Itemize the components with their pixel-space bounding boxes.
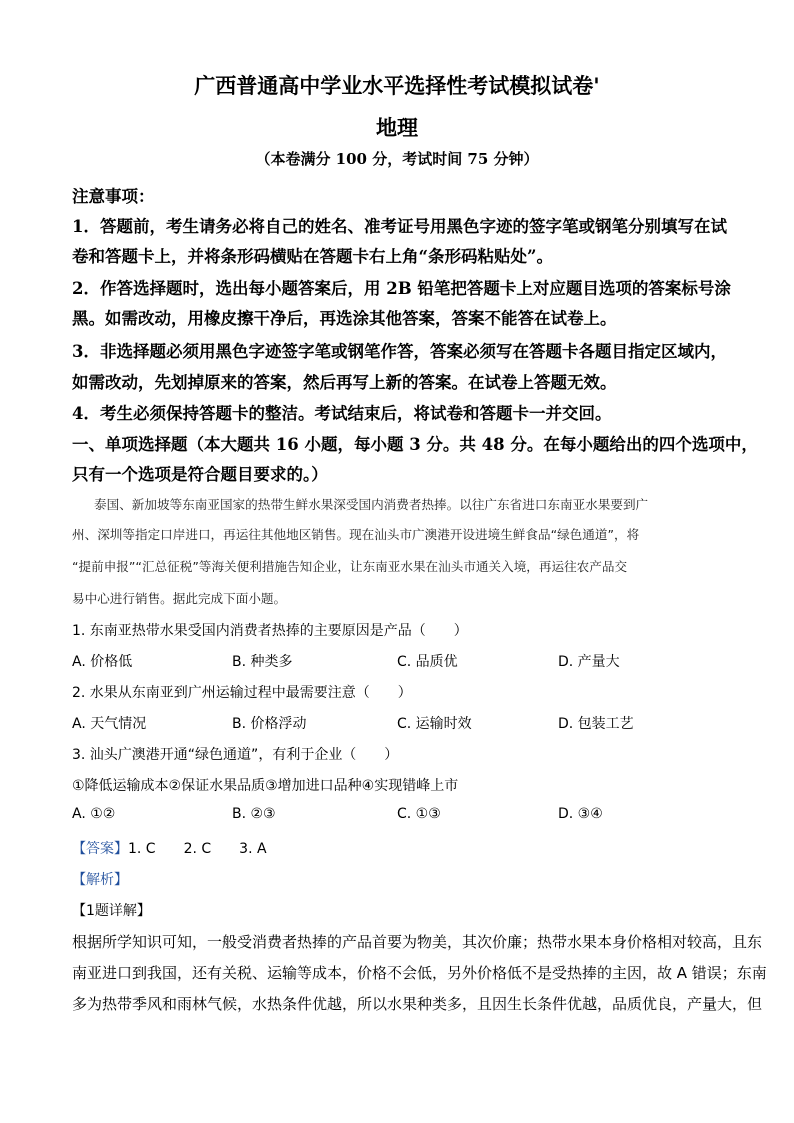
passage-line: 泰国、新加坡等东南亚国家的热带生鲜水果深受国内消费者热捧。以往广东省进口东南亚水果要到广 [94, 497, 649, 512]
question-3-statements: ①降低运输成本②保证水果品质③增加进口品种④实现错峰上市 [72, 778, 459, 794]
notice-line: 4．考生必须保持答题卡的整洁。考试结束后，将试卷和答题卡一并交回。 [72, 404, 612, 423]
passage-line: 易中心进行销售。据此完成下面小题。 [72, 591, 287, 606]
question-2-stem: 2. 水果从东南亚到广州运输过程中最需要注意（ ） [72, 685, 412, 701]
analysis-label: 【解析】 [72, 872, 128, 888]
explanation-line: 根据所学知识可知，一般受消费者热捧的产品首要为物美，其次价廉；热带水果本身价格相对较高，且东 [72, 933, 763, 951]
answer-label: 【答案】 [72, 841, 128, 857]
exam-subtitle: （本卷满分 100 分，考试时间 75 分钟） [255, 150, 539, 168]
question-3-option-d: D. ③④ [558, 806, 603, 822]
question-2-option-d: D. 包装工艺 [558, 716, 634, 732]
notice-line: 黑。如需改动，用橡皮擦干净后，再选涂其他答案，答案不能答在试卷上。 [72, 309, 617, 328]
section-heading: 一、单项选择题（本大题共 16 小题，每小题 3 分。共 48 分。在每小题给出的四个选项中， [72, 435, 758, 454]
notice-line: 3．非选择题必须用黑色字迹签字笔或钢笔作答，答案必须写在答题卡各题目指定区域内， [72, 342, 727, 361]
question-1-option-a: A. 价格低 [72, 654, 133, 670]
passage-line: “提前申报”“汇总征税”等海关便利措施告知企业，让东南亚水果在汕头市通关入境，再运往农产品交 [72, 559, 628, 574]
question-3-option-c: C. ①③ [397, 806, 441, 822]
notice-line: 2．作答选择题时，选出每小题答案后，用 2B 铅笔把答题卡上对应题目选项的答案标号涂 [72, 279, 731, 298]
question-1-option-d: D. 产量大 [558, 654, 620, 670]
explanation-line: 南亚进口到我国，还有关税、运输等成本，价格不会低，另外价格低不是受热捧的主因，故 A 错误；东南 [72, 964, 767, 982]
notice-line: 1．答题前，考生请务必将自己的姓名、准考证号用黑色字迹的签字笔或钢笔分别填写在试 [72, 217, 727, 236]
passage-line: 州、深圳等指定口岸进口，再运往其他地区销售。现在汕头市广澳港开设进境生鲜食品“绿色通道”，将 [72, 527, 640, 542]
question-2-option-a: A. 天气情况 [72, 716, 147, 732]
notice-line: 卷和答题卡上，并将条形码横贴在答题卡右上角“条形码粘贴处”。 [72, 247, 553, 266]
answer-line [72, 838, 732, 858]
question-1-option-b: B. 种类多 [232, 654, 293, 670]
question-2-option-b: B. 价格浮动 [232, 716, 307, 732]
question-1-option-c: C. 品质优 [397, 654, 458, 670]
exam-title: 广西普通高中学业水平选择性考试模拟试卷' [194, 73, 600, 98]
explanation-line: 多为热带季风和雨林气候，水热条件优越，所以水果种类多，且因生长条件优越，品质优良，产量大，但 [72, 995, 763, 1013]
question-3-stem: 3. 汕头广澳港开通“绿色通道”，有利于企业（ ） [72, 747, 399, 763]
detail-label: 【1题详解】 [72, 903, 151, 919]
question-3-option-a: A. ①② [72, 806, 116, 822]
question-2-option-c: C. 运输时效 [397, 716, 472, 732]
section-heading: 只有一个选项是符合题目要求的。） [72, 465, 328, 484]
answer-text: 1. C 2. C 3. A [128, 841, 267, 857]
question-1-stem: 1. 东南亚热带水果受国内消费者热捧的主要原因是产品（ ） [72, 623, 468, 639]
question-3-option-b: B. ②③ [232, 806, 276, 822]
notice-line: 如需改动，先划掉原来的答案，然后再写上新的答案。在试卷上答题无效。 [72, 373, 617, 392]
notice-heading: 注意事项： [72, 187, 155, 206]
subject-title: 地理 [376, 115, 418, 140]
